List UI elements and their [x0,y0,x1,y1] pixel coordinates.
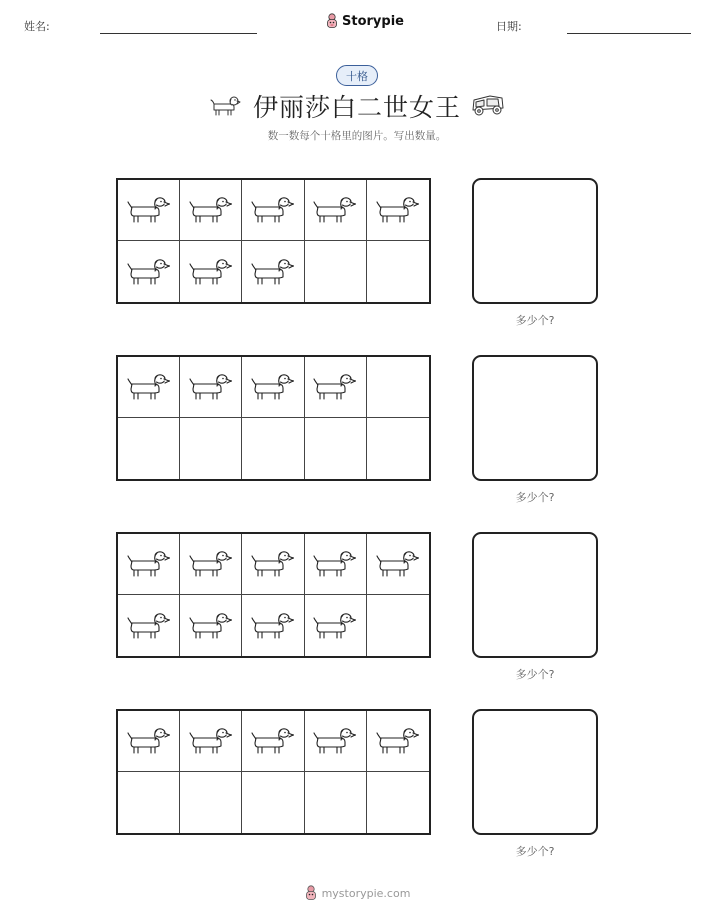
dachshund-dog-icon [126,549,172,579]
frame-cell [180,357,242,418]
dachshund-dog-icon [250,372,296,402]
dachshund-dog-icon [250,549,296,579]
dachshund-dog-icon [188,372,234,402]
frame-cell [118,711,180,772]
frame-cell [305,357,367,418]
frame-cell [367,534,429,595]
ten-frame-1 [116,178,431,304]
frame-cell [367,595,429,656]
dachshund-dog-icon [188,726,234,756]
dachshund-dog-icon [250,726,296,756]
frame-cell [367,357,429,418]
dachshund-dog-icon [250,257,296,287]
instructions: 数一数每个十格里的图片。写出数量。 [267,130,447,142]
frame-cell [242,418,304,479]
frame-cell [180,772,242,833]
answer-box-3[interactable] [472,532,598,658]
date-line[interactable] [567,33,691,34]
frame-cell [305,595,367,656]
frame-cell [180,241,242,302]
frame-cell [180,711,242,772]
page-title: 伊丽莎白二世女王 [252,93,461,122]
frame-cell [367,772,429,833]
answer-box-4[interactable] [472,709,598,835]
dachshund-dog-icon [312,726,358,756]
logo-text: Storypie [342,13,404,29]
frame-cell [242,595,304,656]
frame-cell [242,534,304,595]
dachshund-dog-icon [126,195,172,225]
frame-cell [242,711,304,772]
frame-cell [118,772,180,833]
dachshund-dog-icon [375,549,421,579]
frame-cell [118,595,180,656]
dachshund-dog-icon [312,611,358,641]
logo [325,13,404,29]
dog-icon [210,94,242,118]
ten-frame-2 [116,355,431,481]
answer-prompt-3: 多少个? [515,668,555,681]
frame-cell [242,180,304,241]
frame-cell [118,180,180,241]
date-label: 日期: [496,20,522,33]
answer-box-1[interactable] [472,178,598,304]
answer-box-2[interactable] [472,355,598,481]
dachshund-dog-icon [126,611,172,641]
dachshund-dog-icon [188,549,234,579]
vintage-car-icon [470,92,506,118]
dachshund-dog-icon [126,257,172,287]
footer-url[interactable]: mystorypie.com [321,886,411,900]
dachshund-dog-icon [126,726,172,756]
dachshund-dog-icon [312,195,358,225]
dachshund-dog-icon [375,195,421,225]
frame-cell [305,241,367,302]
frame-cell [242,772,304,833]
frame-cell [180,180,242,241]
pig-mascot-icon [304,885,318,901]
answer-prompt-2: 多少个? [515,491,555,504]
dachshund-dog-icon [188,257,234,287]
footer [0,885,714,901]
dachshund-dog-icon [312,372,358,402]
frame-cell [305,711,367,772]
dachshund-dog-icon [250,195,296,225]
answer-prompt-1: 多少个? [515,314,555,327]
dachshund-dog-icon [312,549,358,579]
dachshund-dog-icon [250,611,296,641]
dachshund-dog-icon [126,372,172,402]
frame-cell [118,357,180,418]
frame-cell [305,180,367,241]
frame-cell [367,418,429,479]
frame-cell [242,357,304,418]
frame-cell [305,418,367,479]
frame-cell [242,241,304,302]
frame-cell [367,711,429,772]
frame-cell [305,534,367,595]
ten-frame-3 [116,532,431,658]
frame-cell [118,534,180,595]
pig-mascot-icon [325,13,339,29]
frame-cell [118,241,180,302]
name-line[interactable] [100,33,257,34]
ten-frame-4 [116,709,431,835]
dachshund-dog-icon [375,726,421,756]
frame-cell [305,772,367,833]
name-label: 姓名: [24,20,50,33]
frame-cell [180,595,242,656]
dachshund-dog-icon [188,195,234,225]
dachshund-dog-icon [188,611,234,641]
frame-cell [367,241,429,302]
worksheet-type-badge: 十格 [336,65,378,86]
frame-cell [180,534,242,595]
answer-prompt-4: 多少个? [515,845,555,858]
frame-cell [118,418,180,479]
frame-cell [367,180,429,241]
frame-cell [180,418,242,479]
